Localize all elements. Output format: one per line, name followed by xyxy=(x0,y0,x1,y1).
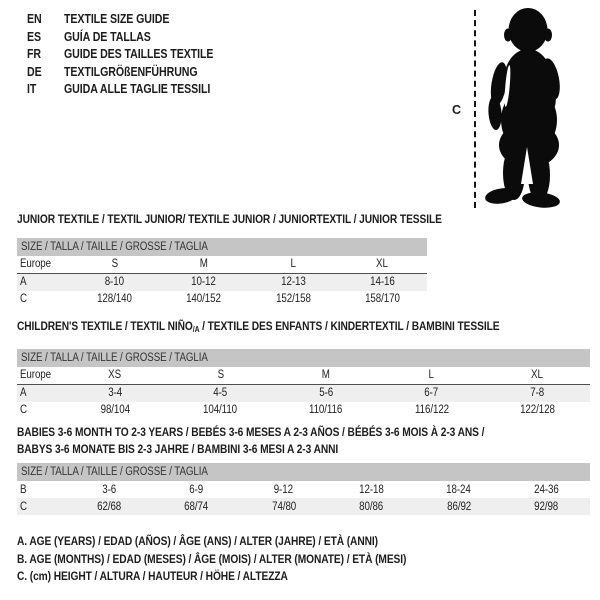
size-table-babies xyxy=(17,424,590,515)
cell-value xyxy=(484,387,590,399)
cell-value xyxy=(249,276,338,288)
cell-value-text: M xyxy=(199,258,208,270)
cell-value-text: 3-6 xyxy=(101,483,116,496)
cell-value xyxy=(338,293,427,305)
cell-value xyxy=(159,276,248,288)
size-header-text: SIZE / TALLA / TAILLE / GRÖSSE / TAGLIA xyxy=(21,351,208,364)
cell-value xyxy=(249,258,338,270)
cell-value-text: 140/152 xyxy=(186,293,222,305)
size-table xyxy=(17,349,590,419)
cell-value xyxy=(159,258,248,270)
cell-value xyxy=(70,276,159,288)
cell-value xyxy=(62,404,168,416)
cell-value-text: 18-24 xyxy=(446,483,472,496)
table-rows xyxy=(17,367,590,419)
language-label: TEXTILE SIZE GUIDE xyxy=(64,12,170,26)
table-row xyxy=(17,402,590,419)
cell-value xyxy=(273,369,379,381)
language-code-text: DE xyxy=(27,64,42,79)
cell-value xyxy=(338,258,427,270)
row-label-text: A xyxy=(20,276,27,288)
language-code-text: ES xyxy=(27,29,42,44)
row-label xyxy=(17,369,62,381)
row-label-text: Europe xyxy=(20,258,52,270)
cell-value xyxy=(159,293,248,305)
language-label: GUIDE DES TAILLES TEXTILE xyxy=(64,47,214,62)
table-row xyxy=(17,291,427,308)
row-label-text: B xyxy=(20,483,27,496)
row-label xyxy=(17,484,65,496)
cell-value xyxy=(503,484,591,496)
footnote-text: B. AGE (MONTHS) / EDAD (MESES) / ÂGE (MOIS) / ALTER (MONATE) / ETÀ (MESI) xyxy=(17,551,407,566)
table-title-line xyxy=(17,318,590,339)
language-code-text: FR xyxy=(27,47,41,62)
cell-value-text: L xyxy=(290,258,296,270)
footnote-line xyxy=(17,551,475,569)
cell-value xyxy=(484,369,590,381)
cell-value xyxy=(168,404,274,416)
language-label: GUIDA ALLE TAGLIE TESSILI xyxy=(64,82,211,97)
cell-value-text: 68/74 xyxy=(184,500,209,513)
size-table xyxy=(17,463,590,515)
row-label xyxy=(17,404,62,416)
row-label xyxy=(17,276,70,288)
cell-value xyxy=(153,484,241,496)
size-header-bar xyxy=(17,238,427,256)
table-title-line xyxy=(17,211,517,228)
size-header-bar xyxy=(17,463,590,481)
cell-value xyxy=(65,484,153,496)
table-row xyxy=(17,481,590,498)
cell-value-text: 116/122 xyxy=(414,404,449,416)
cell-value-text: S xyxy=(111,258,118,270)
cell-value xyxy=(273,404,379,416)
table-title-line xyxy=(17,441,590,458)
cell-value xyxy=(503,501,591,513)
cell-value xyxy=(62,387,168,399)
language-code xyxy=(27,46,64,64)
cell-value xyxy=(65,501,153,513)
cell-value-text: 3-4 xyxy=(107,387,122,399)
row-label-text: Europe xyxy=(20,369,52,381)
baby-silhouette-icon xyxy=(484,6,572,210)
cell-value xyxy=(240,501,328,513)
row-label xyxy=(17,387,62,399)
size-header-text: SIZE / TALLA / TAILLE / GRÖSSE / TAGLIA xyxy=(21,466,208,478)
size-table-children xyxy=(17,318,590,419)
cell-value-text: 14-16 xyxy=(370,276,395,288)
language-row xyxy=(27,29,240,47)
footnote-text: C. (cm) HEIGHT / ALTURA / HAUTEUR / HÖHE / ALTEZZA xyxy=(17,569,288,583)
language-row xyxy=(27,64,240,82)
cell-value-text: 104/110 xyxy=(203,404,238,416)
height-measure-label: C xyxy=(452,103,462,117)
table-title-text: BABYS 3-6 MONATE BIS 2-3 JAHRE / BAMBINI 3-6 MESI A 2-3 ANNI xyxy=(17,441,339,456)
table-rows xyxy=(17,256,427,308)
cell-value-text: 110/116 xyxy=(309,404,343,416)
table-row xyxy=(17,385,590,402)
height-dashed-line xyxy=(474,10,476,208)
cell-value-text: 10-12 xyxy=(191,276,217,288)
cell-value xyxy=(379,404,485,416)
language-code xyxy=(27,11,64,29)
cell-value-text: 128/140 xyxy=(97,293,132,305)
cell-value-text: 86/92 xyxy=(446,500,471,513)
table-title xyxy=(17,211,517,228)
language-list xyxy=(27,11,240,99)
row-label xyxy=(17,501,65,513)
cell-value xyxy=(484,404,590,416)
cell-value xyxy=(153,501,241,513)
cell-value-text: 158/170 xyxy=(365,293,400,305)
cell-value xyxy=(168,387,274,399)
cell-value xyxy=(70,258,159,270)
table-row xyxy=(17,256,427,274)
footnote-text: A. AGE (YEARS) / EDAD (AÑOS) / ÂGE (ANS) / ALTER (JAHRE) / ETÀ (ANNI) xyxy=(17,534,378,548)
language-code-text: IT xyxy=(27,82,37,97)
cell-value-text: 74/80 xyxy=(271,500,296,513)
row-label-text: C xyxy=(20,500,27,513)
cell-value-text: XL xyxy=(531,369,544,381)
cell-value xyxy=(379,387,485,399)
footnote-line xyxy=(17,533,475,551)
cell-value-text: 5-6 xyxy=(319,387,333,399)
language-row xyxy=(27,81,240,99)
table-rows xyxy=(17,481,590,515)
row-label-text: C xyxy=(20,293,27,305)
cell-value-text: 62/68 xyxy=(96,500,121,513)
language-code-text: EN xyxy=(27,12,42,26)
language-row xyxy=(27,11,240,29)
cell-value xyxy=(338,276,427,288)
cell-value-text: 98/104 xyxy=(100,404,130,416)
cell-value xyxy=(70,293,159,305)
cell-value-text: M xyxy=(321,369,331,381)
cell-value xyxy=(273,387,379,399)
cell-value-text: 4-5 xyxy=(213,387,228,399)
cell-value xyxy=(415,501,503,513)
cell-value-text: XL xyxy=(376,258,389,270)
cell-value-text: 92/98 xyxy=(534,500,559,513)
cell-value-text: 9-12 xyxy=(274,483,294,496)
cell-value xyxy=(240,484,328,496)
cell-value-text: 6-9 xyxy=(189,483,204,496)
row-label xyxy=(17,258,70,270)
cell-value xyxy=(379,369,485,381)
cell-value xyxy=(168,369,274,381)
language-label: GUÍA DE TALLAS xyxy=(64,29,151,44)
cell-value xyxy=(328,501,416,513)
table-title xyxy=(17,424,590,457)
size-table xyxy=(17,238,427,308)
table-row xyxy=(17,367,590,385)
size-table-junior xyxy=(17,211,517,308)
language-code xyxy=(27,81,64,99)
language-code xyxy=(27,29,64,47)
cell-value-text: 152/158 xyxy=(275,293,311,305)
table-title-text: BABIES 3-6 MONTH TO 2-3 YEARS / BEBÉS 3-6 MESES A 2-3 AÑOS / BÉBÉS 3-6 MOIS À 2-3 ANS / xyxy=(17,425,485,439)
language-code xyxy=(27,64,64,82)
size-header-bar xyxy=(17,349,590,367)
table-title-text: CHILDREN'S TEXTILE / TEXTIL $NIÑO_{/A}$ / TEXTILE DES ENFANTS / KINDERTEXTIL / BAMBINI TESSILE xyxy=(17,319,500,334)
cell-value-text: 24-36 xyxy=(533,483,559,496)
table-title xyxy=(17,318,590,339)
row-label-text: C xyxy=(20,404,27,416)
cell-value-text: 6-7 xyxy=(424,387,439,399)
cell-value xyxy=(249,293,338,305)
table-title-text: JUNIOR TEXTILE / TEXTIL JUNIOR/ TEXTILE JUNIOR / JUNIORTEXTIL / JUNIOR TESSILE xyxy=(17,212,442,226)
table-row xyxy=(17,274,427,291)
cell-value-text: L xyxy=(428,369,435,381)
cell-value xyxy=(415,484,503,496)
table-row xyxy=(17,498,590,515)
cell-value-text: 12-18 xyxy=(358,483,384,496)
cell-value-text: 80/86 xyxy=(359,500,384,513)
subscript-text: /A xyxy=(192,325,200,334)
cell-value-text: 8-10 xyxy=(105,276,125,288)
cell-value-text: 12-13 xyxy=(280,276,306,288)
cell-value-text: S xyxy=(217,369,224,381)
cell-value xyxy=(62,369,168,381)
cell-value-text: XS xyxy=(108,369,122,381)
table-title-line xyxy=(17,424,590,441)
row-label-text: A xyxy=(20,387,27,399)
footnotes xyxy=(17,533,475,586)
language-row xyxy=(27,46,240,64)
cell-value xyxy=(328,484,416,496)
language-label: TEXTILGRÖßENFÜHRUNG xyxy=(64,64,198,79)
cell-value-text: 7-8 xyxy=(530,387,545,399)
size-header-text: SIZE / TALLA / TAILLE / GRÖSSE / TAGLIA xyxy=(21,240,208,253)
row-label xyxy=(17,293,70,305)
cell-value-text: 122/128 xyxy=(519,404,555,416)
footnote-line xyxy=(17,568,475,586)
